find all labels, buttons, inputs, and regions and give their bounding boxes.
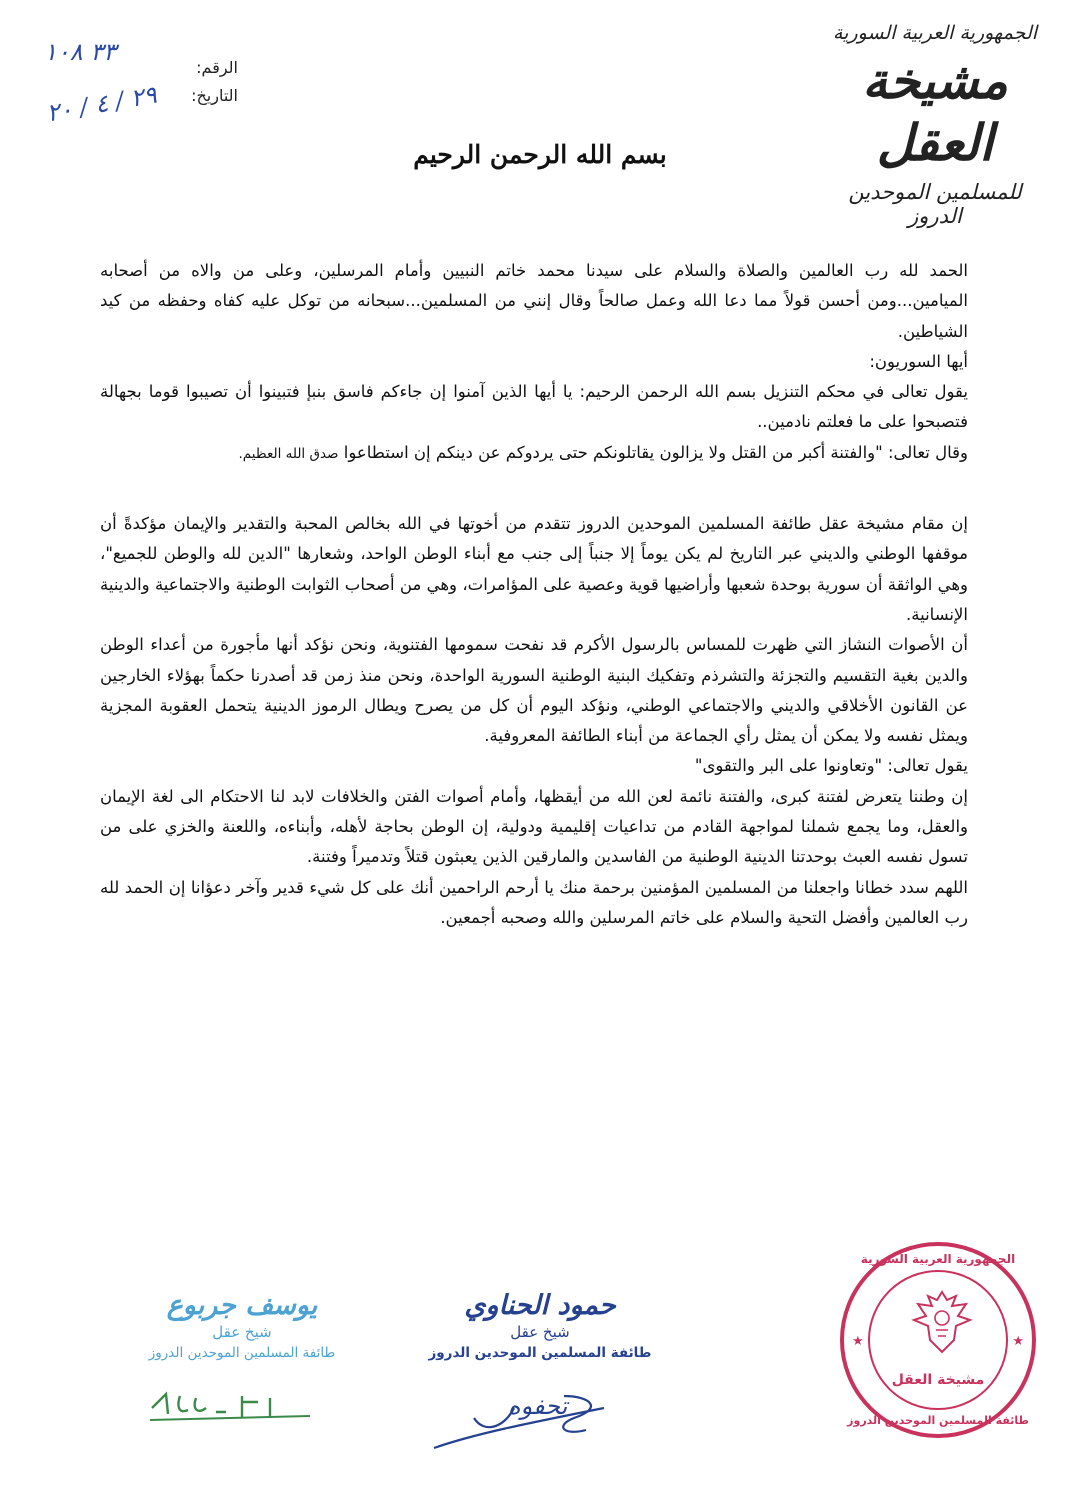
- letterhead-arc-text: الجمهورية العربية السورية: [832, 22, 1038, 44]
- reference-number-value: ٣٣ ١٠٨: [44, 38, 117, 66]
- body-paragraph: إن مقام مشيخة عقل طائفة المسلمين الموحدين الدروز تتقدم من أخوتها في الله بخالص المحبة والتقدير والإيمان مؤكدةً أن موقفها الوطني والديني عبر التاريخ لم يكن يوماً إلا جنباً إلى جنب مع أبناء الوطن الواحد، وشعارها "الدين لله والوطن للجميع"، وهي الواثقة أن سورية بوحدة شعبها وأراضيها قوية وعصية على المؤامرات، وهي من أصحاب الثوابت الوطنية والاجتماعية والدينية الإنسانية.: [100, 514, 968, 624]
- body-paragraph: [100, 438, 968, 469]
- seal-top-text: الجمهورية العربية السورية: [860, 1252, 1016, 1266]
- official-seal: [840, 1242, 1036, 1438]
- star-icon: ★: [852, 1334, 864, 1349]
- body-paragraph: اللهم سدد خطانا واجعلنا من المسلمين المؤمنين برحمة منك يا أرحم الراحمين أنك على كل شيء قدير وآخر دعؤانا إن الحمد لله رب العالمين وأفضل التحية والسلام على خاتم المرسلين والله وصحبه أجمعين.: [100, 877, 968, 927]
- letter-body: [100, 256, 968, 933]
- signature-block-hinnawi: [420, 1290, 660, 1361]
- star-icon: ★: [1012, 1334, 1024, 1349]
- handwritten-signature-text: تحفوه: [508, 1392, 568, 1420]
- body-paragraph: أيها السوريون:: [869, 351, 968, 371]
- signatory-organization: طائفة المسلمين الموحدين الدروز: [148, 1345, 336, 1361]
- body-paragraph: الحمد لله رب العالمين والصلاة والسلام على سيدنا محمد خاتم النبيين وأمام المرسلين، وعلى من والاه من أصحابه الميامين...ومن أحسن قولاً مما دعا الله وعمل صالحاً وقال إنني من المسلمين...سبحانه من توكل عليه كفاه وحفظه من كيد الشياطين.: [100, 261, 968, 341]
- verse-closing: صدق الله العظيم.: [238, 445, 339, 462]
- letterhead-main-text: مشيخة العقل: [862, 51, 1008, 172]
- verse-text: وقال تعالى: "والفتنة أكبر من القتل ولا يزالون يقاتلونكم حتى يردوكم عن دينكم إن استطاعوا: [338, 442, 968, 462]
- signatory-title: شيخ عقل: [510, 1323, 570, 1341]
- body-paragraph: أن الأصوات النشاز التي ظهرت للمساس بالرسول الأكرم قد نفحت سمومها الفتنوية، ونحن نؤكد أنها مأجورة من أعداء الوطن والدين بغية التقسيم والتجزئة والتشرذم وتفكيك البنية الوطنية السورية الواحدة، ونحن منذ زمن قد أصدرنا حكماً بهؤلاء الخارجين عن القانون الأخلاقي والديني والاجتماعي الوطني، ونؤكد اليوم أن كل من يصرح ويطال الرموز الدينية يتحمل العقوبة المجزية ويمثل نفسه ولا يمكن أن يمثل رأي الجماعة من أبناء الطائفة المعروفية.: [100, 635, 968, 746]
- signature-block-jarbou: [118, 1290, 366, 1361]
- seal-center-text: مشيخة العقل: [891, 1372, 985, 1388]
- body-paragraph: يقول تعالى في محكم التنزيل بسم الله الرحمن الرحيم: يا أيها الذين آمنوا إن جاءكم فاسق بنبإ فتبينوا أن تصيبوا قوما بجهالة فتصبحوا على ما فعلتم نادمين..: [100, 382, 968, 432]
- body-paragraph: إن وطننا يتعرض لفتنة كبرى، والفتنة نائمة لعن الله من أيقظها، وأمام أصوات الفتن والخلافات لابد لنا الاحتكام الى لغة الإيمان والعقل، وما يجمع شملنا لمواجهة القادم من تداعيات إقليمية ودولية، إن الوطن بحاجة لأهله، وأبناءه، واللعنة والخزي على من تسول نفسه العبث بوحدتنا الدينية الوطنية من الفاسدين والمارقين الذين يعبثون قتلاً وتدميراً وفتنة.: [100, 786, 968, 867]
- eagle-emblem-icon: [910, 1286, 974, 1358]
- basmala-heading: بسم الله الرحمن الرحيم: [413, 140, 667, 169]
- signatory-name: يوسف جربوع: [166, 1290, 318, 1321]
- signatory-organization: طائفة المسلمين الموحدين الدروز: [428, 1345, 652, 1361]
- paragraph-gap: [100, 469, 968, 509]
- letterhead-logo: [830, 18, 1040, 228]
- reference-date-value: ٢٩ / ٤ / ٢٠: [44, 80, 159, 128]
- body-paragraph: يقول تعالى: "وتعاونوا على البر والتقوى": [694, 756, 968, 776]
- reference-date-label: التاريخ:: [191, 86, 238, 105]
- letterhead-sub-text: للمسلمين الموحدين الدروز: [848, 180, 1022, 228]
- signatory-title: شيخ عقل: [212, 1323, 272, 1341]
- seal-bottom-text: طائفة المسلمين الموحدين الدروز: [847, 1414, 1029, 1427]
- signatory-name: حمود الحناوي: [464, 1290, 616, 1321]
- handwritten-signature-icon: [146, 1388, 316, 1428]
- reference-number-label: الرقم:: [196, 58, 238, 77]
- reference-block: [40, 38, 250, 128]
